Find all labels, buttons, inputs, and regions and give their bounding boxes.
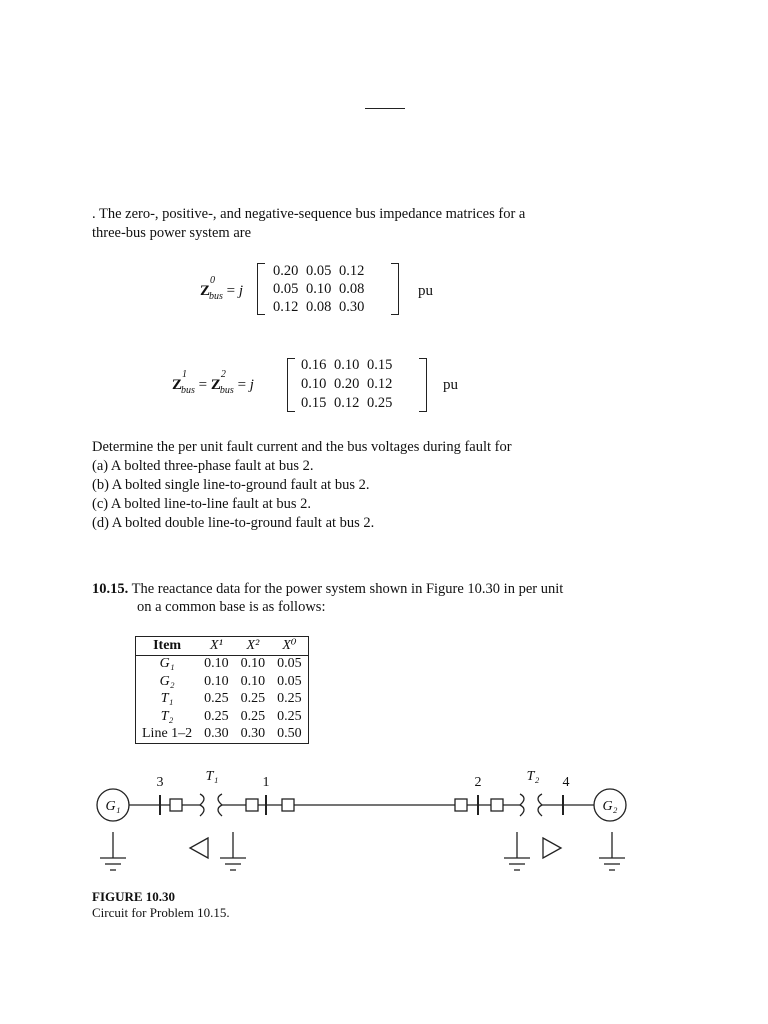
table-cell-value: 0.05 [277, 673, 302, 689]
table-row [136, 673, 309, 691]
table-cell-value: 0.25 [204, 691, 229, 707]
bus-3-label: 3 [156, 775, 164, 790]
zbus12-row: 0.10 0.20 0.12 [301, 376, 393, 392]
breaker-bus3 [170, 799, 182, 811]
part-c: (c) A bolted line-to-line fault at bus 2. [92, 496, 312, 512]
table-cell-value: 0.25 [240, 691, 266, 707]
problem-15-line2: on a common base is as follows: [137, 599, 326, 615]
table-cell-value: 0.10 [240, 673, 266, 689]
breaker-bus1-b [282, 799, 294, 811]
zbus0-row: 0.05 0.10 0.08 [273, 281, 365, 297]
problem-intro-line1: . The zero-, positive-, and negative-sequence bus impedance matrices for a [92, 206, 526, 222]
table-cell-value: 0.10 [240, 656, 266, 672]
t2-coil-primary [520, 794, 524, 816]
table-cell-value: 0.10 [204, 673, 229, 689]
table-row [136, 708, 309, 726]
table-row [136, 655, 309, 673]
table-cell-item: T₁ [160, 691, 174, 707]
breaker-bus2-a [455, 799, 467, 811]
zbus12-row: 0.15 0.12 0.25 [301, 395, 393, 411]
t1-coil-primary [200, 794, 204, 816]
table-cell-value: 0.25 [240, 708, 266, 724]
breaker-bus1-a [246, 799, 258, 811]
breaker-bus2-b [491, 799, 503, 811]
table-cell-item: Line 1–2 [142, 726, 193, 742]
table-cell-value: 0.25 [204, 708, 229, 724]
table-cell-item: G₂ [159, 673, 175, 689]
zbus12-unit: pu [443, 377, 458, 393]
zbus0-row: 0.12 0.08 0.30 [273, 299, 365, 315]
bus-2-label: 2 [474, 775, 482, 790]
t1-label: T₁ [205, 769, 219, 784]
t2-coil-secondary [538, 794, 542, 816]
reactance-table [135, 636, 309, 744]
table-header-item: Item [136, 637, 199, 656]
problem-15-text1: The reactance data for the power system shown in Figure 10.30 in per unit [131, 581, 564, 597]
one-line-diagram [0, 760, 768, 885]
ground-g2-icon [599, 832, 625, 870]
task-statement: Determine the per unit fault current and the bus voltages during fault for [92, 439, 512, 455]
zbus12-right-bracket [419, 358, 427, 412]
zbus0-unit: pu [418, 283, 433, 299]
table-cell-item: G₁ [159, 656, 175, 672]
t2-label: T₂ [526, 769, 540, 784]
gen1-label: G₁ [105, 799, 121, 814]
gen2-label: G₂ [602, 799, 618, 814]
ground-g1-icon [100, 832, 126, 870]
problem-15-line1 [92, 580, 563, 599]
table-row [136, 726, 309, 744]
table-cell-value: 0.10 [204, 656, 229, 672]
table-cell-value: 0.30 [204, 726, 229, 742]
table-cell-value: 0.25 [277, 691, 302, 707]
zbus0-left-bracket [257, 263, 265, 315]
figure-caption: Circuit for Problem 10.15. [92, 905, 230, 920]
part-d: (d) A bolted double line-to-ground fault at bus 2. [92, 515, 375, 531]
zbus0-label: $Z^0_{bus} = j$ [200, 275, 244, 302]
table-cell-value: 0.05 [277, 656, 302, 672]
part-a: (a) A bolted three-phase fault at bus 2. [92, 458, 314, 474]
zbus0-row: 0.20 0.05 0.12 [273, 263, 365, 279]
table-header-row [136, 637, 309, 656]
table-header-x1: X¹ [198, 637, 235, 656]
delta-t1-icon [190, 838, 208, 858]
delta-t2-icon [543, 838, 561, 858]
part-b: (b) A bolted single line-to-ground fault at bus 2. [92, 477, 370, 493]
zbus0-right-bracket [391, 263, 399, 315]
header-rule [365, 108, 405, 109]
bus-4-label: 4 [562, 775, 570, 790]
table-cell-item: T₂ [160, 708, 174, 724]
zbus12-left-bracket [287, 358, 295, 412]
zbus12-row: 0.16 0.10 0.15 [301, 357, 393, 373]
problem-intro-line2: three-bus power system are [92, 225, 252, 241]
table-cell-value: 0.25 [277, 708, 302, 724]
zbus12-label: $Z^1_{bus} = Z^2_{bus} = j$ [172, 369, 254, 396]
table-cell-value: 0.30 [240, 726, 266, 742]
t1-coil-secondary [218, 794, 222, 816]
table-cell-value: 0.50 [277, 726, 302, 742]
figure-title: FIGURE 10.30 [92, 889, 176, 904]
problem-15-number: 10.15. [92, 581, 129, 597]
bus-1-label: 1 [262, 775, 270, 790]
table-row [136, 691, 309, 709]
ground-t2-icon [504, 832, 530, 870]
table-header-x2: X² [235, 637, 272, 656]
table-header-x0: X⁰ [271, 637, 308, 656]
ground-t1-icon [220, 832, 246, 870]
